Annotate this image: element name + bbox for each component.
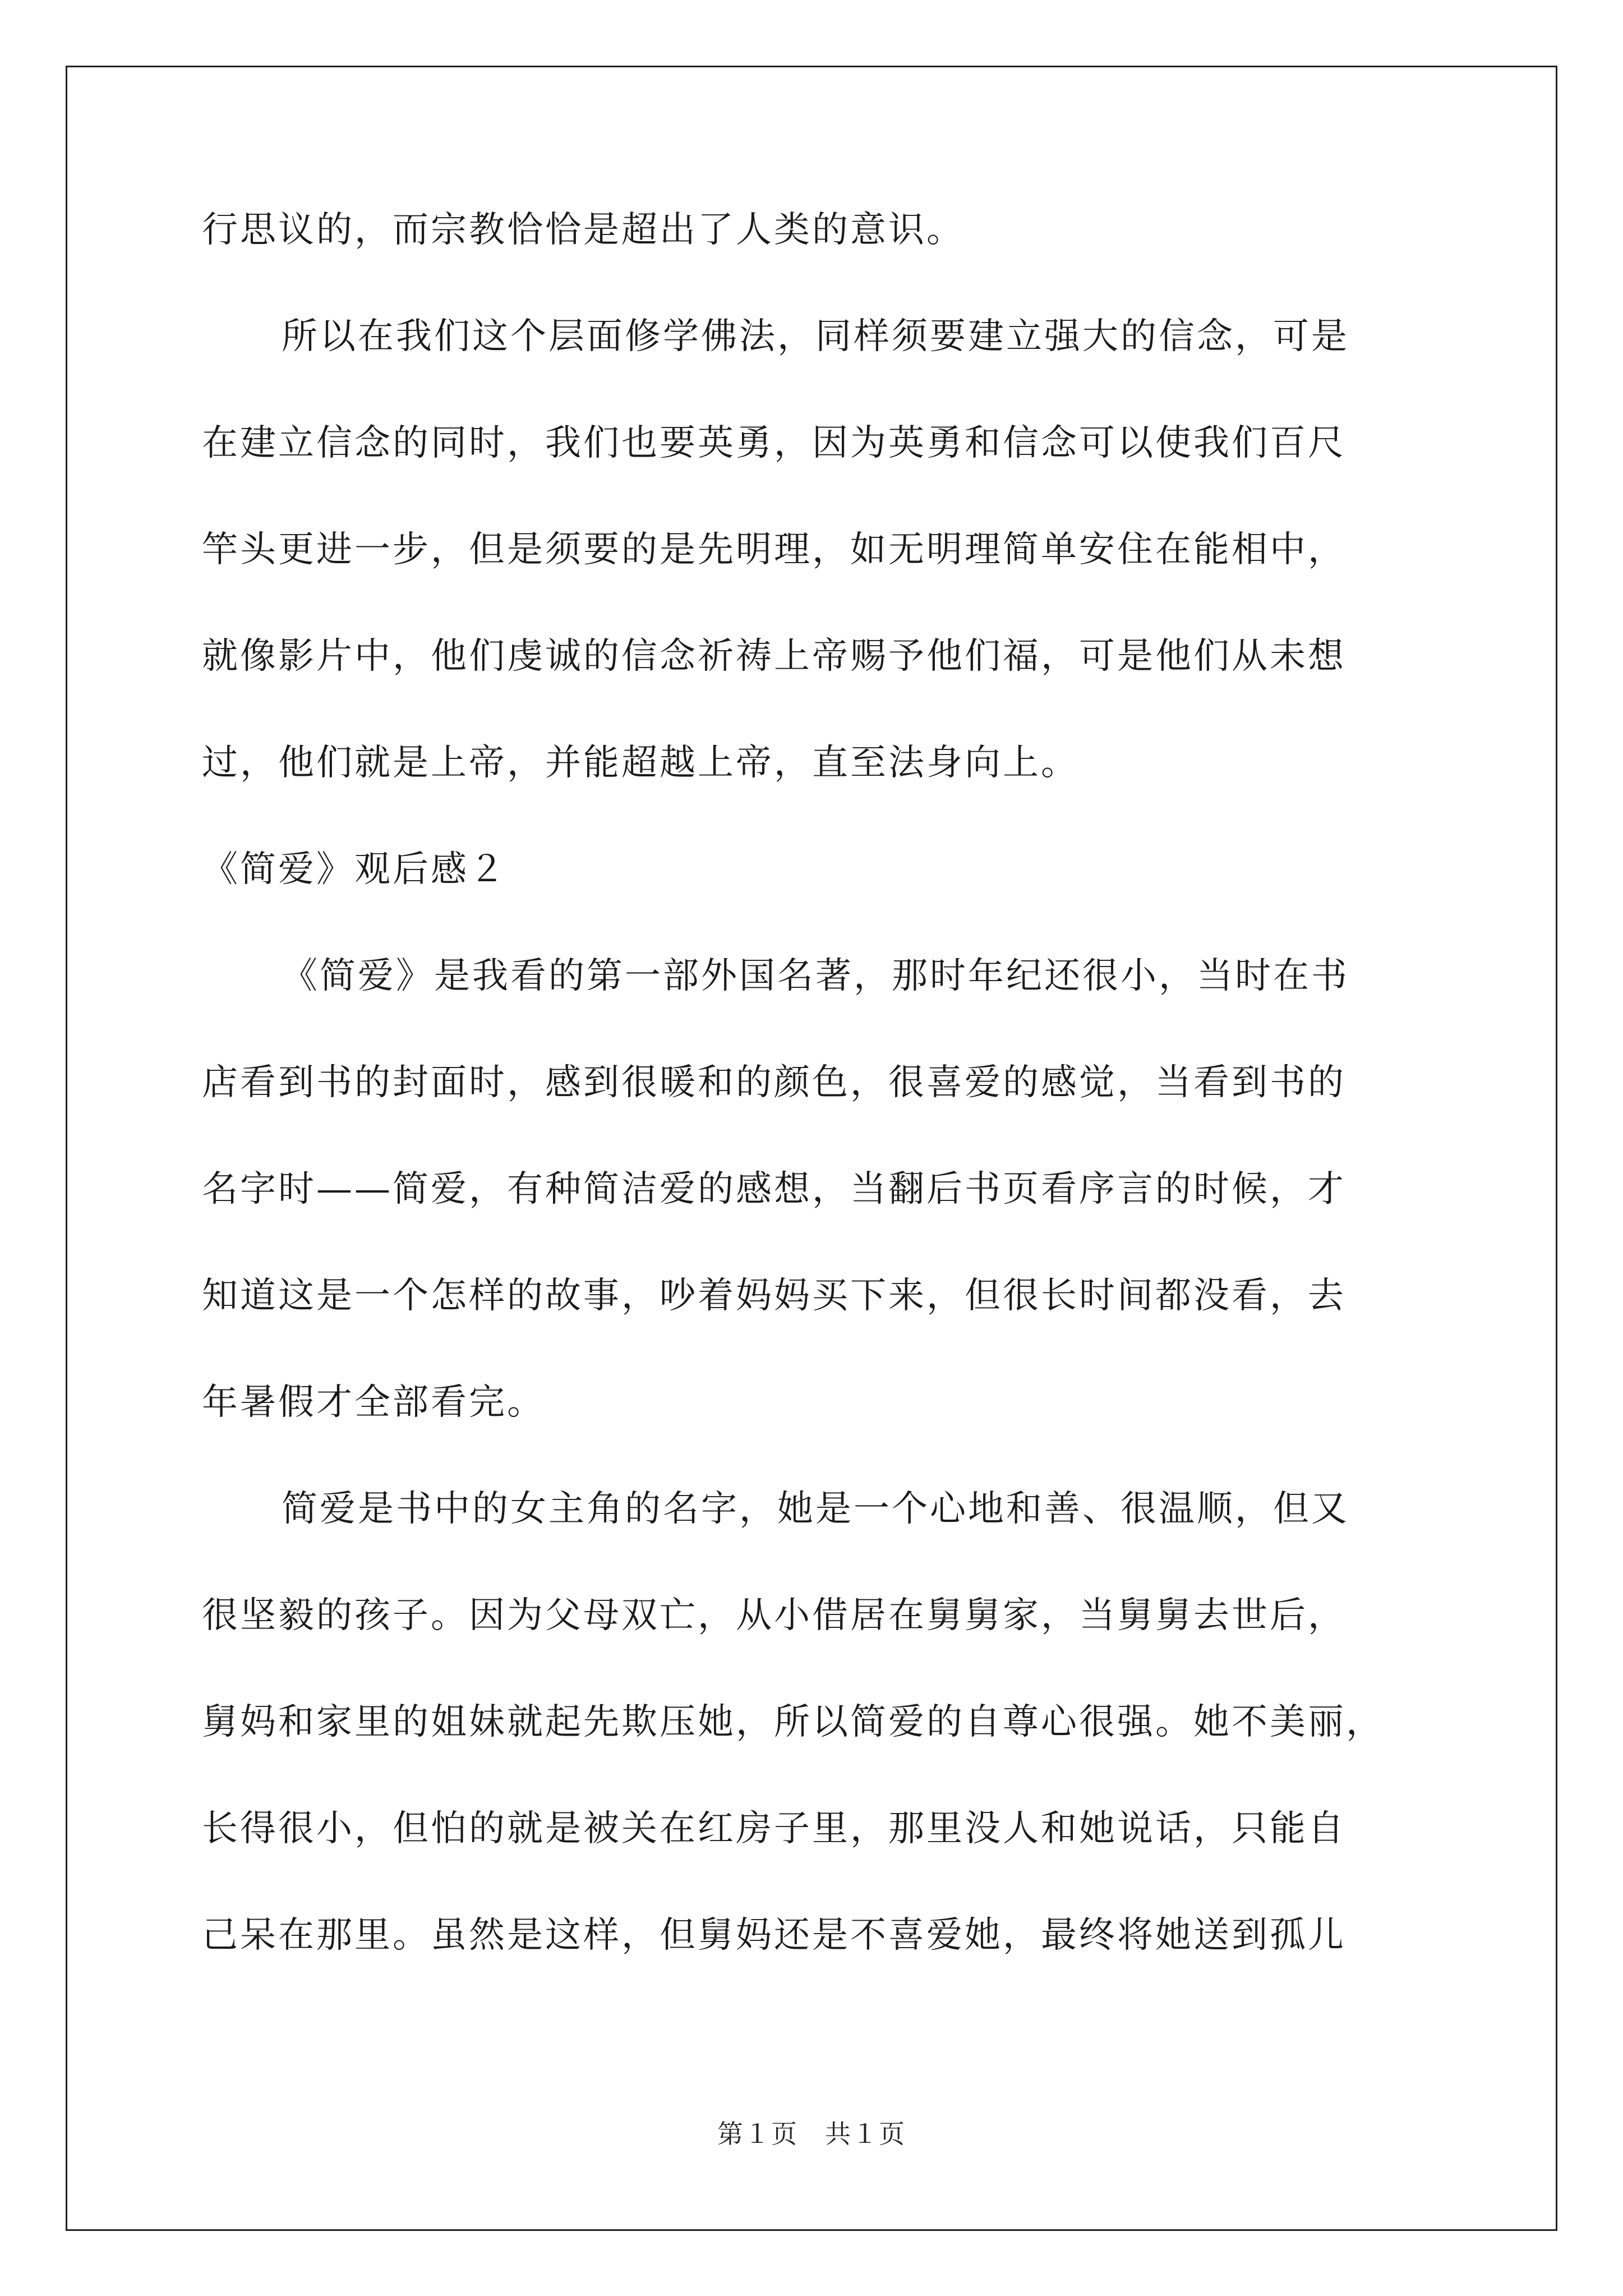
text-line: 长得很小，但怕的就是被关在红房子里，那里没人和她说话，只能自 [202, 1808, 1346, 1849]
text-line: 很坚毅的孩子。因为父母双亡，从小借居在舅舅家，当舅舅去世后， [202, 1595, 1346, 1636]
text-line: 店看到书的封面时，感到很暖和的颜色，很喜爱的感觉，当看到书的 [202, 1062, 1346, 1103]
text-line: 过，他们就是上帝，并能超越上帝，直至法身向上。 [202, 742, 1079, 784]
text-line: 在建立信念的同时，我们也要英勇，因为英勇和信念可以使我们百尺 [202, 422, 1346, 464]
text-line: 就像影片中，他们虔诚的信念祈祷上帝赐予他们福，可是他们从未想 [202, 636, 1346, 677]
text-line: 己呆在那里。虽然是这样，但舅妈还是不喜爱她，最终将她送到孤儿 [202, 1915, 1346, 1956]
page-number-footer: 第１页 共１页 [717, 2119, 906, 2149]
text-line: 行思议的，而宗教恰恰是超出了人类的意识。 [202, 209, 965, 251]
text-line: 简爱是书中的女主角的名字，她是一个心地和善、很温顺，但又 [282, 1488, 1349, 1530]
text-line: 年暑假才全部看完。 [202, 1382, 545, 1423]
page-border [66, 66, 1557, 2231]
text-line: 知道这是一个怎样的故事，吵着妈妈买下来，但很长时间都没看，去 [202, 1275, 1346, 1317]
text-line: 所以在我们这个层面修学佛法，同样须要建立强大的信念，可是 [282, 316, 1349, 357]
text-line: 《简爱》是我看的第一部外国名著，那时年纪还很小，当时在书 [282, 955, 1349, 997]
text-line: 竿头更进一步，但是须要的是先明理，如无明理简单安住在能相中， [202, 529, 1346, 570]
text-line: 舅妈和家里的姐妹就起先欺压她，所以简爱的自尊心很强。她不美丽， [202, 1701, 1384, 1743]
text-line: 名字时——简爱，有种简洁爱的感想，当翻后书页看序言的时候，才 [202, 1168, 1346, 1210]
section-heading: 《简爱》观后感２ [202, 849, 507, 890]
